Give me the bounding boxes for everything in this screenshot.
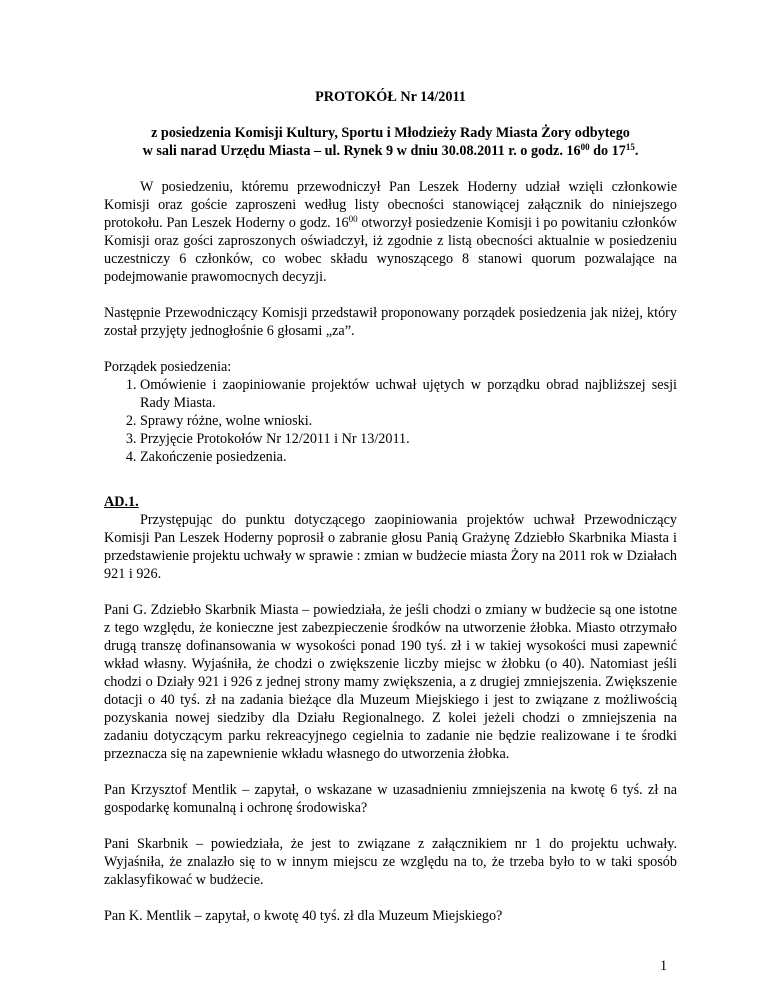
intro-time-superscript: 00	[348, 214, 358, 224]
subtitle-line-1: z posiedzenia Komisji Kultury, Sportu i Młodzieży Rady Miasta Żory odbytego	[151, 125, 630, 141]
page-number: 1	[660, 958, 668, 974]
statement-paragraph: Pan Krzysztof Mentlik – zapytał, o wskazane w uzasadnieniu zmniejszenia na kwotę 6 tyś. zł na gospodarkę komunalną i ochronę środowiska?	[104, 782, 677, 816]
agenda-item: 4. Zakończenie posiedzenia.	[140, 448, 677, 466]
document-body	[104, 88, 677, 943]
agenda-item: 2. Sprawy różne, wolne wnioski.	[140, 412, 677, 430]
intro-text-part-1: W posiedzeniu, któremu przewodniczył Pan Leszek Hoderny udział wzięli członkowie Komisji oraz goście zaproszeni według listy obecności stanowiącej załącznik do niniejszego protokołu. Pan Leszek Hoderny o godz. 16	[104, 179, 677, 231]
section-heading-ad1: AD.1.	[104, 494, 139, 510]
protocol-subtitle	[104, 124, 677, 160]
agenda-list	[104, 376, 677, 466]
subtitle-line-2-mid: do 17	[589, 143, 626, 159]
statement-paragraph: Pani Skarbnik – powiedziała, że jest to związane z załącznikiem nr 1 do projektu uchwały. Wyjaśniła, że znalazło się to w innym miejscu ze względu na to, że trzeba było to w taki sposób zaklasyfikować w budżecie.	[104, 836, 677, 888]
agenda-item: 3. Przyjęcie Protokołów Nr 12/2011 i Nr 13/2011.	[140, 430, 677, 448]
agenda-adoption-paragraph: Następnie Przewodniczący Komisji przedstawił proponowany porządek posiedzenia jak niżej, który został przyjęty jednogłośnie 6 głosami „za”.	[104, 305, 677, 339]
ad1-paragraph: Przystępując do punktu dotyczącego zaopiniowania projektów uchwał Przewodniczący Komisji Pan Leszek Hoderny poprosił o zabranie głosu Panią Grażynę Zdziebło Skarbnika Miasta i przedstawienie projektu uchwały w sprawie : zmian w budżecie miasta Żory na 2011 rok w Działach 921 i 926.	[104, 512, 677, 582]
subtitle-line-2: w sali narad Urzędu Miasta – ul. Rynek 9 w dniu 30.08.2011 r. o godz. 16	[142, 143, 581, 159]
agenda-title: Porządek posiedzenia:	[104, 359, 232, 375]
intro-text-part-2: otworzył posiedzenie Komisji i po powitaniu członków Komisji oraz gości zaproszonych oświadczył, iż zgodnie z listą obecności aktualnie w posiedzeniu uczestniczy 6 członków, co wobec składu wynoszącego 8 stanowi quorum pozwalające na podejmowanie prawomocnych decyzji.	[104, 215, 677, 285]
end-time-superscript: 15	[625, 142, 635, 152]
statement-paragraph: Pan K. Mentlik – zapytał, o kwotę 40 tyś. zł dla Muzeum Miejskiego?	[104, 908, 503, 924]
protocol-title: PROTOKÓŁ Nr 14/2011	[315, 89, 466, 105]
start-time-superscript: 00	[580, 142, 590, 152]
intro-paragraph	[104, 178, 677, 286]
statement-paragraph: Pani G. Zdziebło Skarbnik Miasta – powiedziała, że jeśli chodzi o zmiany w budżecie są one istotne z tego względu, że konieczne jest zabezpieczenie środków na utworzenie żłobka. Miasto otrzymało drugą transzę dofinansowania w wysokości ponad 190 tyś. zł i w takiej wysokości musi zapewnić wkład własny. Wyjaśniła, że chodzi o zwiększenie liczby miejsc w żłobku (o 40). Natomiast jeśli chodzi o Działy 921 i 926 z jednej strony mamy zwiększenia, a z drugiej zmniejszenia. Zwiększenie dotacji o 40 tyś. zł na zadania bieżące dla Muzeum Miejskiego i jest to związane z możliwością pozyskania nowej siedziby dla Działu Regionalnego. Z kolei jeżeli chodzi o zmniejszenia na zadaniu dotyczącym parku rekreacyjnego cegielnia to zadanie nie będzie realizowane i te środki przeznacza się na zapewnienie wkładu własnego do utworzenia żłobka.	[104, 602, 677, 762]
agenda-item: 1. Omówienie i zaopiniowanie projektów uchwał ujętych w porządku obrad najbliższej sesji Rady Miasta.	[140, 376, 677, 412]
subtitle-line-2-end: .	[634, 143, 639, 159]
